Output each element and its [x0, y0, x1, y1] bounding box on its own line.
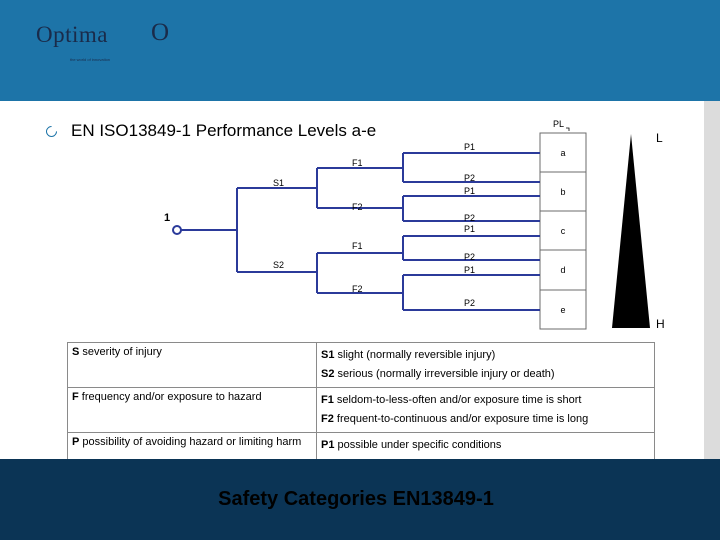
legend-key-text: frequency and/or exposure to hazard	[78, 391, 262, 403]
pl-level-b: b	[560, 187, 566, 197]
label-p2: P2	[464, 252, 476, 262]
legend-key-cell	[68, 388, 317, 433]
legend-key-text: severity of injury	[79, 346, 162, 358]
legend-item-text: seldom-to-less-often and/or exposure time is short	[333, 394, 582, 406]
pl-level-e: e	[560, 305, 566, 315]
legend-item-key: P1	[321, 439, 335, 451]
pl-level-a: a	[560, 148, 566, 158]
legend-value-cell	[317, 388, 655, 433]
pl-level-c: c	[560, 226, 566, 236]
legend-table	[67, 342, 655, 478]
severity-branch	[177, 188, 317, 272]
footer-title: Safety Categories EN13849-1	[218, 488, 494, 510]
slide-title: EN ISO13849-1 Performance Levels a-e	[71, 121, 377, 140]
legend-key: S	[72, 346, 80, 358]
legend-item	[321, 346, 650, 365]
start-node	[173, 226, 181, 234]
legend-item-text: serious (normally irreversible injury or death)	[334, 368, 555, 380]
legend-key-text: possibility of avoiding hazard or limiting harm	[79, 436, 302, 448]
label-p2: P2	[464, 298, 476, 308]
legend-item-text: slight (normally reversible injury)	[334, 349, 496, 361]
legend-row-frequency	[68, 388, 655, 433]
label-s1: S1	[273, 178, 285, 188]
legend-item	[321, 391, 650, 410]
risk-high-label: H	[656, 317, 665, 331]
legend-item-text: frequent-to-continuous and/or exposure time is long	[333, 413, 589, 425]
legend-item-key: F2	[321, 413, 334, 425]
label-s2: S2	[273, 260, 285, 270]
legend-key: F	[72, 391, 79, 403]
legend-item-key: F1	[321, 394, 334, 406]
legend-item	[321, 365, 650, 384]
label-f1: F1	[352, 241, 363, 251]
label-f2: F2	[352, 202, 363, 212]
label-f1: F1	[352, 158, 363, 168]
logo-tagline: the world of innovation	[70, 57, 111, 62]
label-p2: P2	[464, 213, 476, 223]
legend-item-key: S2	[321, 368, 335, 380]
legend-item	[321, 410, 650, 429]
pl-level-d: d	[560, 265, 566, 275]
legend-key-cell	[68, 343, 317, 388]
legend-key: P	[72, 436, 80, 448]
legend-row-severity	[68, 343, 655, 388]
company-logo: Optima	[36, 22, 108, 47]
legend-value-cell	[317, 343, 655, 388]
label-f2: F2	[352, 284, 363, 294]
legend-item-key: S1	[321, 349, 335, 361]
logo-mark: O	[151, 19, 170, 46]
risk-low-label: L	[656, 131, 663, 145]
pl-header-mark	[566, 128, 569, 131]
label-p1: P1	[464, 224, 476, 234]
start-label: 1	[164, 212, 171, 224]
label-p2: P2	[464, 173, 476, 183]
legend-item-text: possible under specific conditions	[334, 439, 502, 451]
label-p1: P1	[464, 186, 476, 196]
label-p1: P1	[464, 265, 476, 275]
risk-triangle	[612, 134, 650, 328]
label-p1: P1	[464, 142, 476, 152]
legend-item	[321, 436, 650, 455]
pl-header: PL	[553, 119, 565, 129]
